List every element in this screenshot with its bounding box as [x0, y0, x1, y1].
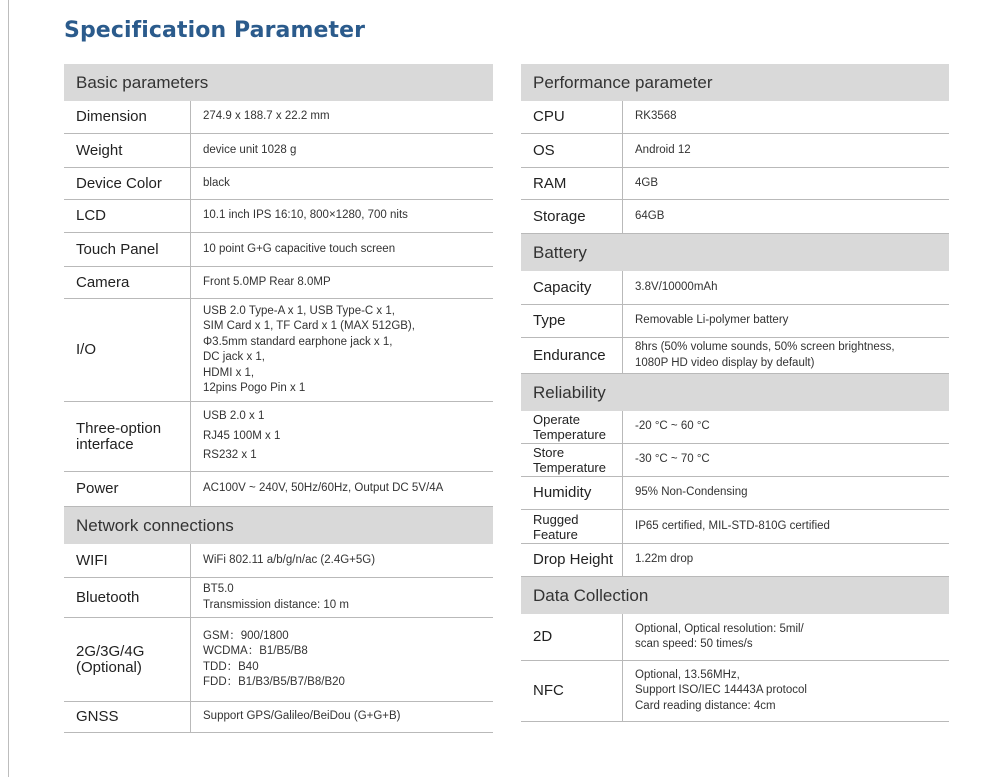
- spec-value-line: 10.1 inch IPS 16:10, 800×1280, 700 nits: [203, 209, 408, 222]
- spec-value-line: 274.9 x 188.7 x 22.2 mm: [203, 110, 330, 123]
- spec-value: [191, 101, 336, 133]
- spec-value-line: WiFi 802.11 a/b/g/n/ac (2.4G+5G): [203, 553, 376, 566]
- spec-value: [191, 702, 407, 732]
- spec-row: [64, 168, 493, 200]
- spec-value-line: TDD：B40: [203, 660, 259, 673]
- spec-label: CPU: [521, 101, 623, 133]
- spec-row: [64, 618, 493, 702]
- section-header: Basic parameters: [64, 64, 493, 101]
- spec-row: [521, 338, 949, 374]
- spec-value-line: RK3568: [635, 110, 677, 123]
- spec-value-line: DC jack x 1,: [203, 351, 265, 363]
- spec-value-line: black: [203, 176, 230, 189]
- spec-value-line: device unit 1028 g: [203, 143, 297, 156]
- spec-value-line: Android 12: [635, 143, 691, 156]
- spec-value: [623, 544, 699, 576]
- spec-value-line: USB 2.0 x 1: [203, 410, 265, 423]
- spec-value: [623, 614, 810, 660]
- spec-value: [191, 233, 401, 266]
- spec-label: Touch Panel: [64, 233, 191, 266]
- spec-value-line: Support ISO/IEC 14443A protocol: [635, 684, 807, 697]
- spec-label: 2G/3G/4G (Optional): [64, 618, 191, 701]
- spec-label: GNSS: [64, 702, 191, 732]
- spec-value: [623, 477, 754, 509]
- spec-label: Power: [64, 472, 191, 506]
- spec-row: [521, 544, 949, 577]
- spec-value-line: 12pins Pogo Pin x 1: [203, 382, 306, 394]
- spec-value: [623, 134, 697, 167]
- spec-label: Type: [521, 305, 623, 337]
- spec-value-line: Optional, 13.56MHz,: [635, 668, 740, 681]
- spec-label: Operate Temperature: [521, 411, 623, 443]
- spec-label: 2D: [521, 614, 623, 660]
- spec-value: [191, 618, 351, 701]
- section-header: Reliability: [521, 374, 949, 411]
- spec-value: [623, 200, 670, 233]
- spec-value-line: -30 °C ~ 70 °C: [635, 453, 710, 466]
- spec-label: Device Color: [64, 168, 191, 199]
- spec-value-line: RJ45 100M x 1: [203, 429, 281, 442]
- spec-value-line: RS232 x 1: [203, 449, 257, 462]
- spec-row: [521, 614, 949, 661]
- spec-label: Humidity: [521, 477, 623, 509]
- spec-row: [521, 305, 949, 338]
- spec-value-line: Removable Li-polymer battery: [635, 314, 789, 327]
- spec-value-line: IP65 certified, MIL-STD-810G certified: [635, 519, 830, 532]
- spec-label: Weight: [64, 134, 191, 167]
- spec-label: Capacity: [521, 271, 623, 304]
- spec-row: [521, 661, 949, 722]
- spec-row: [64, 544, 493, 578]
- spec-label: Drop Height: [521, 544, 623, 576]
- left-spec-column: [64, 64, 493, 733]
- spec-value: [623, 411, 716, 443]
- spec-value-line: Optional, Optical resolution: 5mil/: [635, 622, 804, 635]
- spec-row: [64, 101, 493, 134]
- spec-row: [521, 271, 949, 305]
- spec-value-line: 64GB: [635, 209, 665, 222]
- spec-value-line: AC100V ~ 240V, 50Hz/60Hz, Output DC 5V/4A: [203, 482, 444, 495]
- section-header: Battery: [521, 234, 949, 271]
- spec-label: I/O: [64, 299, 191, 401]
- spec-label: Store Temperature: [521, 444, 623, 476]
- spec-value-line: Card reading distance: 4cm: [635, 699, 776, 712]
- section-header: Performance parameter: [521, 64, 949, 101]
- spec-row: [521, 411, 949, 444]
- spec-label: RAM: [521, 168, 623, 199]
- spec-value-line: Φ3.5mm standard earphone jack x 1,: [203, 335, 393, 348]
- spec-label: WIFI: [64, 544, 191, 577]
- spec-value-line: Front 5.0MP Rear 8.0MP: [203, 275, 331, 288]
- left-edge-border: [0, 0, 9, 777]
- spec-label: Bluetooth: [64, 578, 191, 617]
- section-header: Network connections: [64, 507, 493, 544]
- spec-label: Camera: [64, 267, 191, 298]
- spec-row: [521, 134, 949, 168]
- spec-row: [64, 472, 493, 507]
- spec-row: [521, 168, 949, 200]
- spec-value-line: 10 point G+G capacitive touch screen: [203, 242, 396, 255]
- spec-row: [521, 477, 949, 510]
- spec-label: Three-option interface: [64, 402, 191, 471]
- spec-value: [623, 661, 813, 721]
- section-header: Data Collection: [521, 577, 949, 614]
- spec-row: [64, 233, 493, 267]
- spec-row: [64, 578, 493, 618]
- spec-label: Dimension: [64, 101, 191, 133]
- spec-row: [521, 101, 949, 134]
- spec-value: [191, 402, 286, 471]
- spec-value: [191, 544, 381, 577]
- spec-label: NFC: [521, 661, 623, 721]
- spec-row: [64, 299, 493, 402]
- spec-value-line: 8hrs (50% volume sounds, 50% screen brightness,: [635, 341, 895, 353]
- spec-row: [521, 444, 949, 477]
- spec-value: [623, 305, 794, 337]
- spec-value-line: GSM：900/1800: [203, 629, 289, 642]
- spec-value: [191, 134, 302, 167]
- spec-value-line: SIM Card x 1, TF Card x 1 (MAX 512GB),: [203, 320, 415, 332]
- spec-value: [191, 200, 414, 232]
- spec-value-line: 3.8V/10000mAh: [635, 280, 718, 293]
- spec-value-line: -20 °C ~ 60 °C: [635, 420, 710, 433]
- spec-value-line: BT5.0: [203, 583, 234, 595]
- page-title: Specification Parameter: [64, 18, 366, 43]
- spec-label: Storage: [521, 200, 623, 233]
- spec-value-line: HDMI x 1,: [203, 366, 255, 379]
- spec-label: Rugged Feature: [521, 510, 623, 543]
- spec-value-line: WCDMA：B1/B5/B8: [203, 645, 308, 657]
- spec-row: [64, 702, 493, 733]
- spec-value-line: scan speed: 50 times/s: [635, 638, 753, 650]
- spec-value: [623, 168, 664, 199]
- spec-value-line: FDD：B1/B3/B5/B7/B8/B20: [203, 676, 345, 688]
- spec-value: [623, 101, 683, 133]
- spec-value: [191, 168, 236, 199]
- spec-value-line: 4GB: [635, 176, 659, 189]
- spec-value: [623, 271, 723, 304]
- spec-value: [191, 299, 421, 401]
- spec-row: [64, 134, 493, 168]
- spec-row: [64, 402, 493, 472]
- spec-value: [191, 578, 355, 617]
- right-spec-column: [521, 64, 949, 722]
- spec-value-line: Transmission distance: 10 m: [203, 598, 349, 611]
- spec-row: [521, 200, 949, 234]
- spec-value-line: USB 2.0 Type-A x 1, USB Type-C x 1,: [203, 304, 395, 317]
- spec-row: [521, 510, 949, 544]
- spec-label: OS: [521, 134, 623, 167]
- spec-label: LCD: [64, 200, 191, 232]
- spec-row: [64, 200, 493, 233]
- spec-value: [191, 472, 449, 506]
- spec-row: [64, 267, 493, 299]
- spec-label: Endurance: [521, 338, 623, 373]
- spec-value: [623, 444, 716, 476]
- spec-value-line: 95% Non-Condensing: [635, 486, 748, 499]
- spec-value: [623, 510, 836, 543]
- spec-value: [191, 267, 337, 298]
- spec-value: [623, 338, 901, 373]
- spec-value-line: 1.22m drop: [635, 553, 694, 566]
- spec-value-line: Support GPS/Galileo/BeiDou (G+G+B): [203, 710, 401, 723]
- spec-value-line: 1080P HD video display by default): [635, 356, 815, 369]
